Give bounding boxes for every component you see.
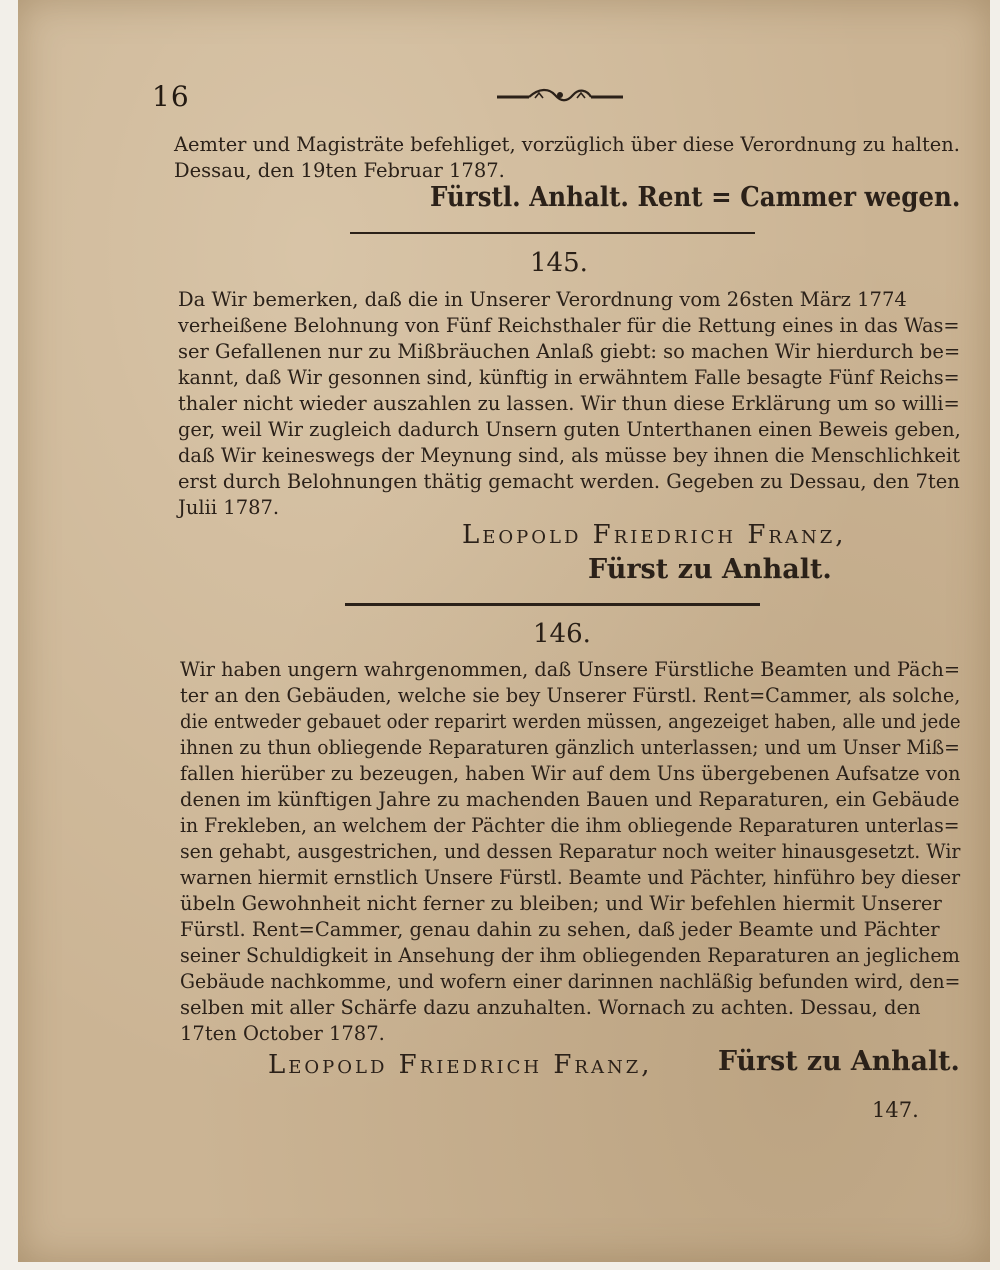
text-line: in Frekleben, an welchem der Pächter die ihm obliegende Reparaturen unterlas= <box>180 814 960 837</box>
text-line: Julii 1787. <box>178 496 280 519</box>
text-line: Fürstl. Rent=Cammer, genau dahin zu sehen, daß jeder Beamte und Pächter <box>180 918 940 941</box>
text-line: Aemter und Magisträte befehliget, vorzüglich über diese Verordnung zu halten. <box>174 133 960 156</box>
text-line: kannt, daß Wir gesonnen sind, künftig in erwähntem Falle besagte Fünf Reichs= <box>178 366 960 389</box>
text-line: denen im künftigen Jahre zu machenden Bauen und Reparaturen, ein Gebäude <box>180 788 960 811</box>
section-divider <box>345 603 760 606</box>
text-line: Gebäude nachkomme, und wofern einer darinnen nachläßig befunden wird, den= <box>180 970 961 993</box>
signature-title: Fürst zu Anhalt. <box>718 1046 960 1077</box>
header-ornament <box>495 86 625 102</box>
chamber-signature: Fürstl. Anhalt. Rent = Cammer wegen. <box>430 182 961 213</box>
section-divider <box>350 232 755 234</box>
signature-name: Leopold Friedrich Franz, <box>268 1050 653 1080</box>
catchword: 147. <box>872 1098 919 1122</box>
text-line: Da Wir bemerken, daß die in Unserer Verordnung vom 26sten März 1774 <box>178 288 907 311</box>
text-line: Dessau, den 19ten Februar 1787. <box>174 159 505 182</box>
text-line: Wir haben ungern wahrgenommen, daß Unsere Fürstliche Beamten und Päch= <box>180 658 961 681</box>
text-line: seiner Schuldigkeit in Ansehung der ihm obliegenden Reparaturen an jeglichem <box>180 944 960 967</box>
text-line: fallen hierüber zu bezeugen, haben Wir auf dem Uns übergebenen Aufsatze von <box>180 762 961 785</box>
text-line: selben mit aller Schärfe dazu anzuhalten. Wornach zu achten. Dessau, den <box>180 996 921 1019</box>
text-line: sen gehabt, ausgestrichen, und dessen Reparatur noch weiter hinausgesetzt. Wir <box>180 840 961 863</box>
section-number: 145. <box>530 248 588 278</box>
section-number: 146. <box>533 619 591 649</box>
page-number: 16 <box>152 80 190 113</box>
text-line: ser Gefallenen nur zu Mißbräuchen Anlaß giebt: so machen Wir hierdurch be= <box>178 340 961 363</box>
text-line: ter an den Gebäuden, welche sie bey Unserer Fürstl. Rent=Cammer, als solche, <box>180 684 961 707</box>
text-line: ihnen zu thun obliegende Reparaturen gänzlich unterlassen; und um Unser Miß= <box>180 736 960 759</box>
text-line: die entweder gebauet oder reparirt werden müssen, angezeiget haben, alle und jede <box>180 710 961 733</box>
text-line: warnen hiermit ernstlich Unsere Fürstl. Beamte und Pächter, hinführo bey dieser <box>180 866 961 889</box>
text-line: übeln Gewohnheit nicht ferner zu bleiben; und Wir befehlen hiermit Unserer <box>180 892 942 915</box>
text-line: 17ten October 1787. <box>180 1022 385 1045</box>
text-line: verheißene Belohnung von Fünf Reichsthaler für die Rettung eines in das Was= <box>178 314 960 337</box>
text-line: ger, weil Wir zugleich dadurch Unsern guten Unterthanen einen Beweis geben, <box>178 418 961 441</box>
text-line: daß Wir keineswegs der Meynung sind, als müsse bey ihnen die Menschlichkeit <box>178 444 960 467</box>
text-line: thaler nicht wieder auszahlen zu lassen. Wir thun diese Erklärung um so willi= <box>178 392 960 415</box>
signature-title: Fürst zu Anhalt. <box>588 554 832 585</box>
text-line: erst durch Belohnungen thätig gemacht werden. Gegeben zu Dessau, den 7ten <box>178 470 960 493</box>
signature-name: Leopold Friedrich Franz, <box>462 520 847 550</box>
